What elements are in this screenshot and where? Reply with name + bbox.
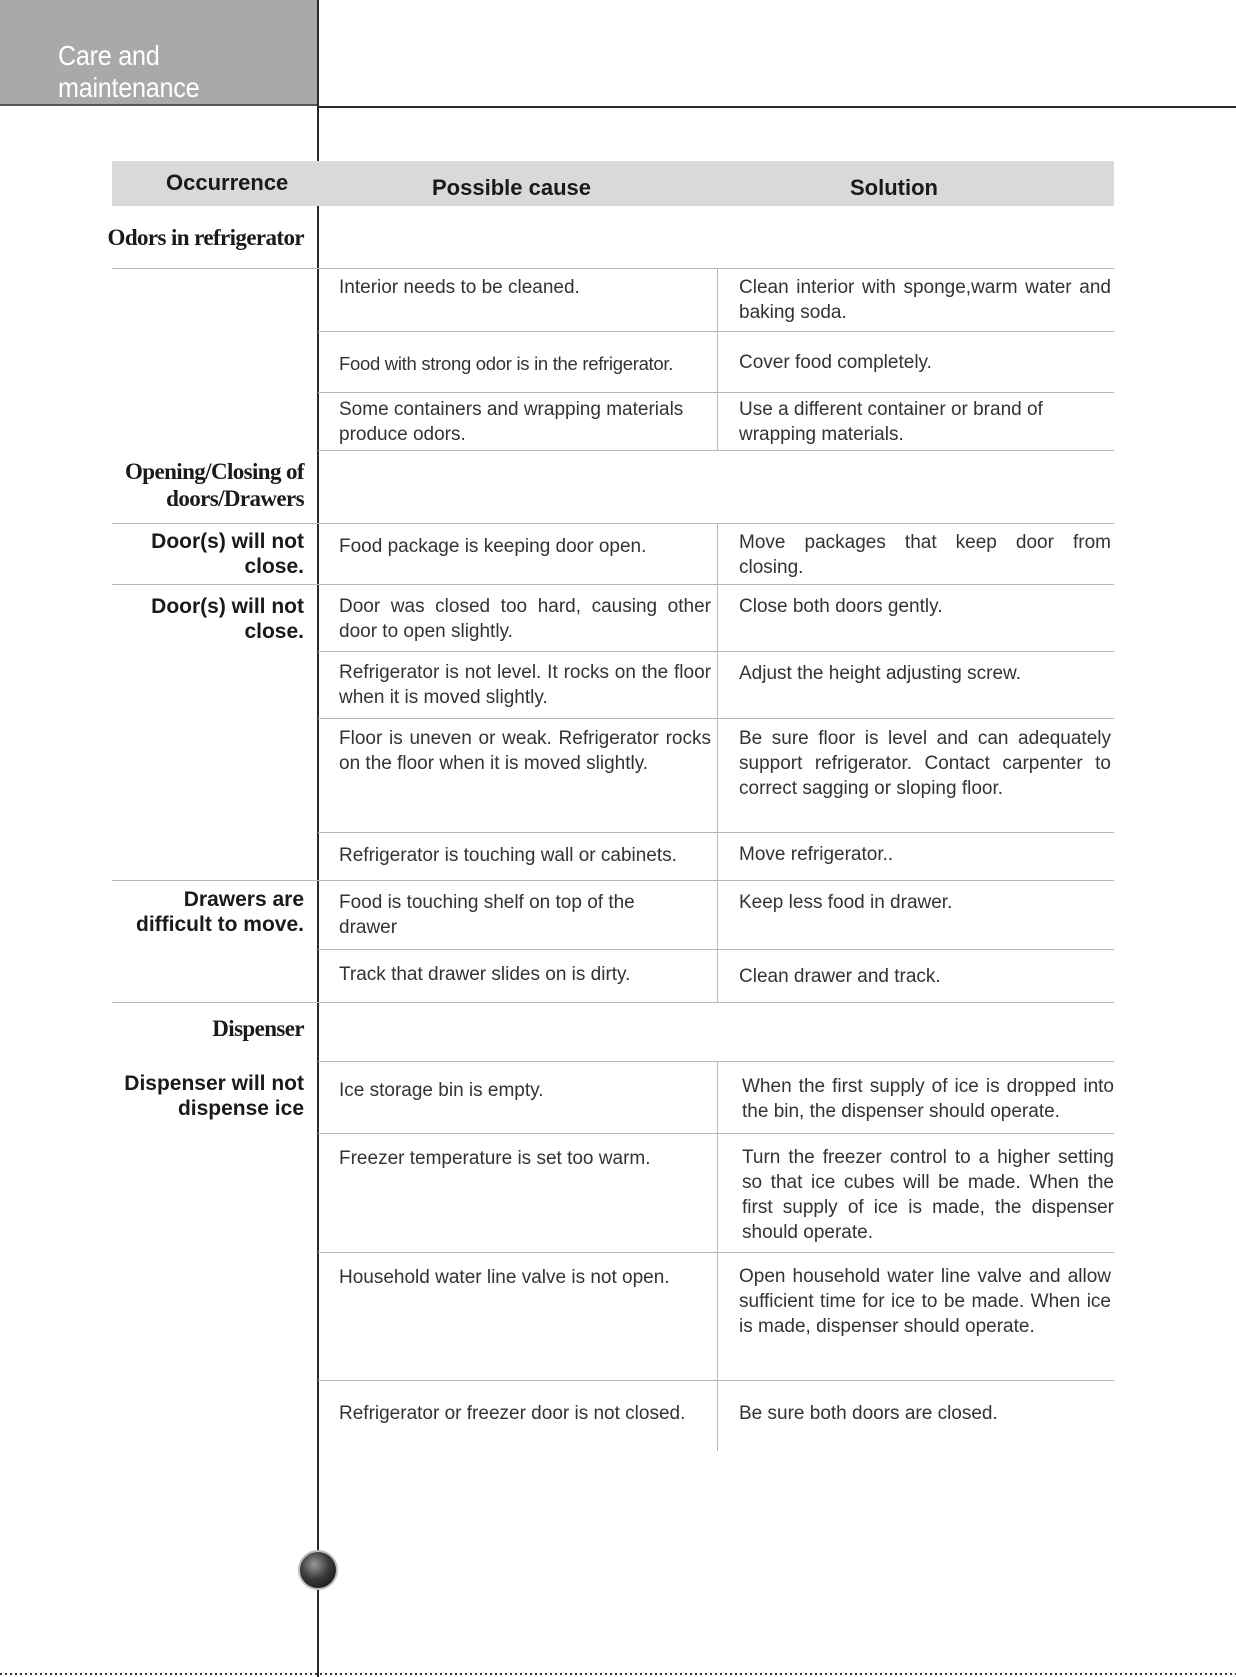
solution-cell: Use a different container or brand of wrapping materials. [739,399,1043,445]
cause-cell: Freezer temperature is set too warm. [339,1148,651,1169]
vertical-rule [317,0,319,1677]
page-marker-bullet [298,1550,338,1590]
occurrence-label: Door(s) will not close. [151,595,304,643]
row-divider [318,718,1114,719]
cause-cell: Some containers and wrapping materials produce odors. [339,399,684,445]
table-header [112,161,1114,206]
cause-cell: Food package is keeping door open. [339,536,647,557]
solution-cell: Clean interior with sponge,warm water and baking soda. [739,277,1111,323]
solution-cell: Move packages that keep door from closing. [739,532,1111,578]
cause-cell: Refrigerator is not level. It rocks on the floor when it is moved slightly. [339,662,711,708]
occurrence-label: Drawers are difficult to move. [136,888,304,936]
cause-cell: Track that drawer slides on is dirty. [339,964,631,985]
occurrence-label: Door(s) will not close. [151,530,304,578]
solution-cell: Be sure both doors are closed. [739,1403,998,1424]
solution-cell: Cover food completely. [739,352,932,373]
cause-cell: Floor is uneven or weak. Refrigerator rocks on the floor when it is moved slightly. [339,728,711,774]
cause-cell: Door was closed too hard, causing other door to open slightly. [339,596,711,642]
cause-cell: Refrigerator is touching wall or cabinets. [339,845,677,866]
tab-divider [0,104,318,106]
bottom-border [0,1673,1236,1675]
column-header-cause: Possible cause [432,175,591,200]
row-divider [318,1133,1114,1134]
row-divider [112,1002,1114,1003]
solution-cell: Open household water line valve and allow sufficient time for ice to be made. When ice is made, dispenser should operate. [739,1266,1111,1337]
row-divider [318,392,1114,393]
cause-cell: Refrigerator or freezer door is not closed. [339,1403,686,1424]
row-divider [318,1380,1114,1381]
row-divider [318,450,1114,451]
solution-cell: Close both doors gently. [739,596,943,617]
occurrence-label: Dispenser will not dispense ice [124,1072,304,1120]
section-tab [0,0,318,106]
cause-cell: Household water line valve is not open. [339,1267,670,1288]
row-divider [318,651,1114,652]
row-divider [318,1252,1114,1253]
header-rule [318,106,1236,108]
row-divider [318,832,1114,833]
section-title-doors: Opening/Closing of doors/Drawers [125,459,304,511]
row-divider [112,584,1114,585]
row-divider [318,268,1114,269]
column-header-solution: Solution [850,175,938,200]
row-divider [318,331,1114,332]
column-divider [717,268,718,450]
solution-cell: Turn the freezer control to a higher setting so that ice cubes will be made. When the first supply of ice is made, the dispenser should operate. [742,1147,1114,1243]
cause-cell: Ice storage bin is empty. [339,1080,544,1101]
row-divider [112,880,1114,881]
row-divider [318,1061,1114,1062]
cause-cell: Interior needs to be cleaned. [339,277,580,298]
solution-cell: When the first supply of ice is dropped into the bin, the dispenser should operate. [742,1076,1114,1122]
column-divider [717,523,718,1002]
row-divider [112,268,318,269]
row-divider [318,949,1114,950]
solution-cell: Keep less food in drawer. [739,892,953,913]
section-title-dispenser: Dispenser [212,1016,304,1041]
row-divider [112,523,1114,524]
solution-cell: Clean drawer and track. [739,966,941,987]
column-divider [717,1061,718,1451]
cause-cell: Food is touching shelf on top of the drawer [339,892,635,938]
page-title: Care and maintenance [58,40,200,103]
column-header-occurrence: Occurrence [166,170,289,195]
solution-cell: Move refrigerator.. [739,844,894,865]
section-title-odors: Odors in refrigerator [107,225,304,250]
solution-cell: Be sure floor is level and can adequately support refrigerator. Contact carpenter to correct sagging or sloping floor. [739,728,1111,799]
solution-cell: Adjust the height adjusting screw. [739,663,1022,684]
cause-cell: Food with strong odor is in the refrigerator. [339,353,674,374]
